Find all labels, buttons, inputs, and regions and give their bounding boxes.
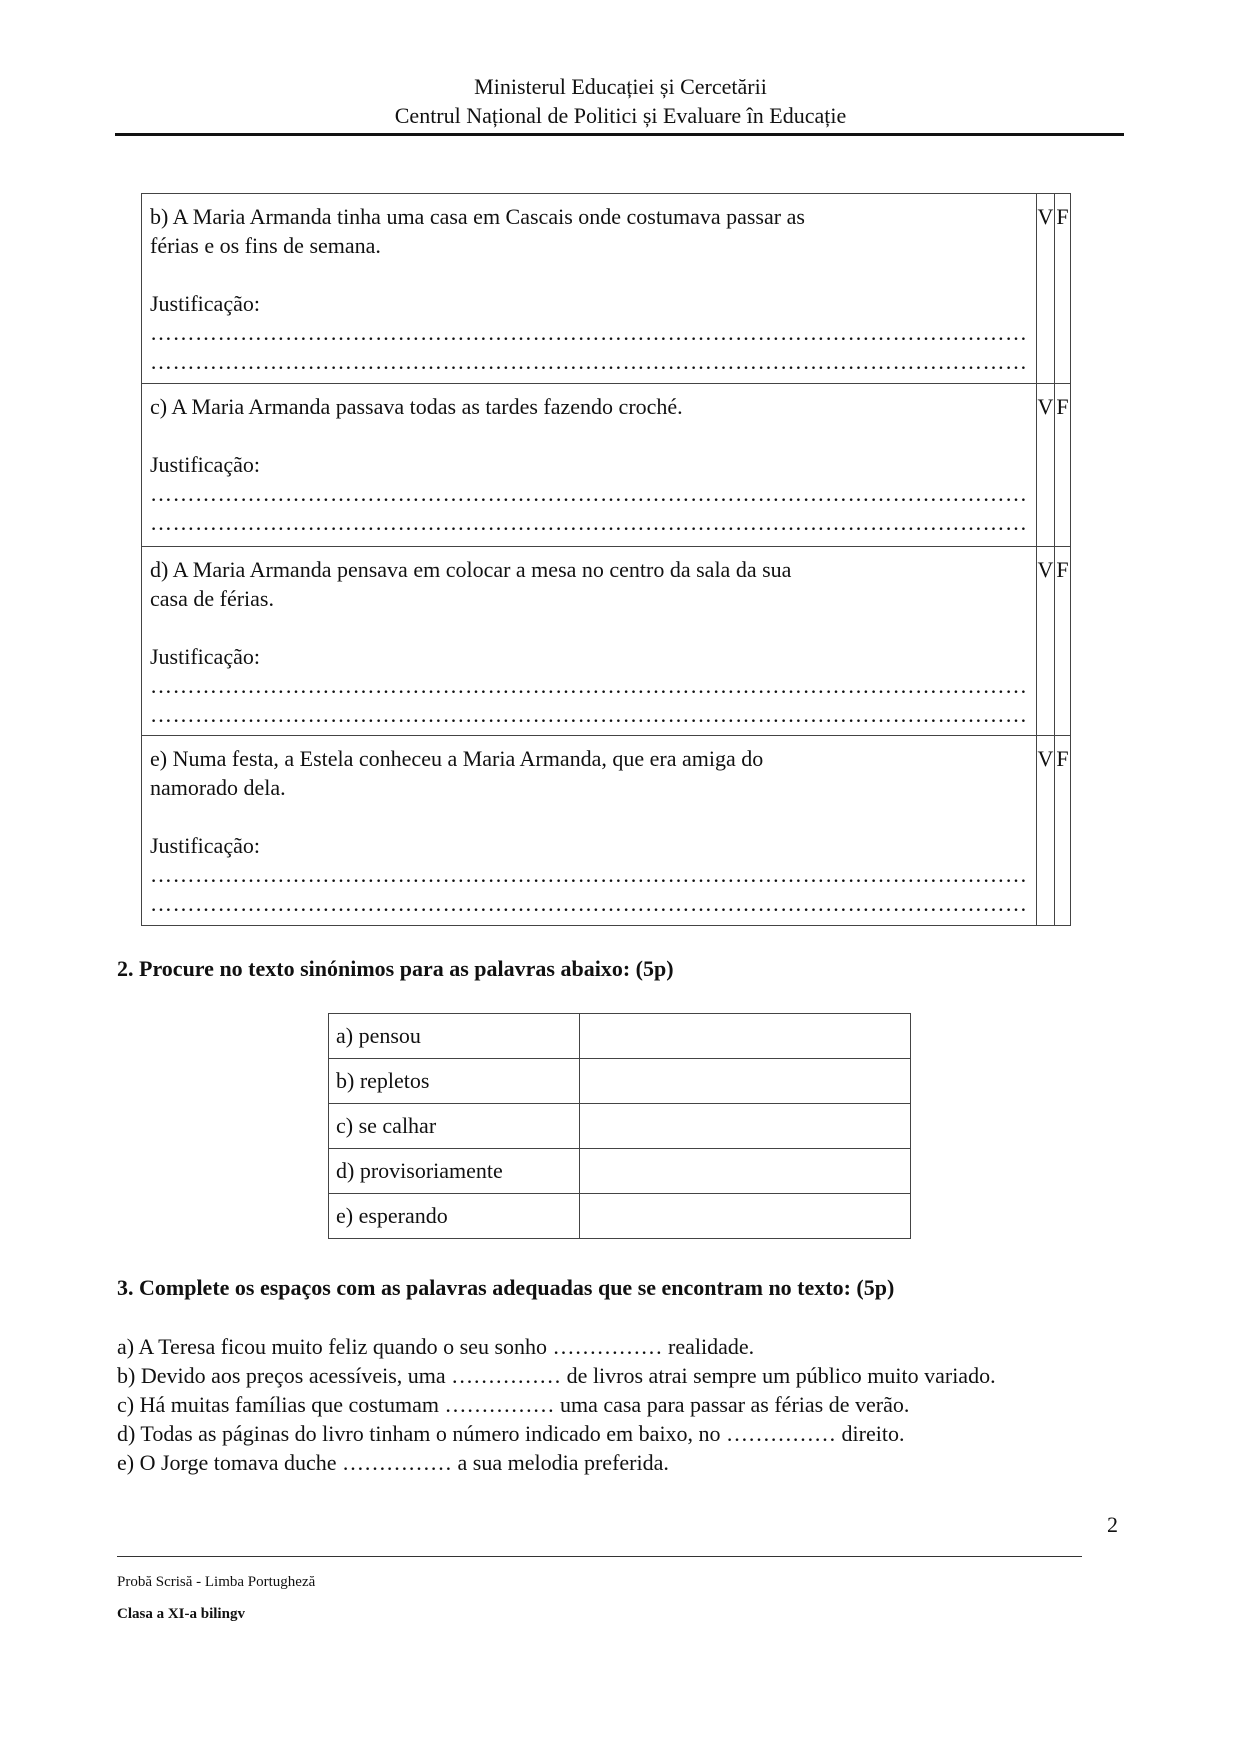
answer-line[interactable]: ……………………………………………………………………………………………………… [150,673,1028,698]
synonym-answer-cell[interactable] [580,1059,911,1104]
justification-label: Justificação: [150,452,260,477]
synonym-word: d) provisoriamente [329,1149,580,1194]
true-option[interactable]: V [1036,736,1055,926]
footer-class: Clasa a XI-a bilingv [117,1606,245,1622]
header-ministry: Ministerul Educației și Cercetării [474,74,767,99]
synonyms-table [328,1013,911,1239]
true-option[interactable]: V [1036,547,1055,736]
true-false-table [141,193,1071,926]
synonym-row [329,1059,911,1104]
answer-line[interactable]: ……………………………………………………………………………………………………… [150,891,1028,916]
false-option[interactable]: F [1055,547,1070,736]
section3-title: 3. Complete os espaços com as palavras adequadas que se encontram no texto: (5p) [117,1275,895,1300]
statement-cell [142,384,1037,547]
fill-sentence[interactable]: c) Há muitas famílias que costumam …………… uma casa para passar as férias de verão. [117,1392,910,1417]
synonym-row [329,1149,911,1194]
footer-rule [117,1556,1082,1557]
statement-text: férias e os fins de semana. [150,233,381,258]
true-option[interactable]: V [1036,194,1055,384]
synonym-word: c) se calhar [329,1104,580,1149]
fill-sentence[interactable]: e) O Jorge tomava duche …………… a sua melodia preferida. [117,1450,669,1475]
fill-sentence[interactable]: a) A Teresa ficou muito feliz quando o seu sonho …………… realidade. [117,1334,755,1359]
synonym-answer-cell[interactable] [580,1104,911,1149]
true-option[interactable]: V [1036,384,1055,547]
fill-in-list [117,1332,996,1477]
tf-row [142,194,1071,384]
answer-line[interactable]: ……………………………………………………………………………………………………… [150,481,1028,506]
statement-text: casa de férias. [150,586,274,611]
fill-sentence[interactable]: d) Todas as páginas do livro tinham o número indicado em baixo, no …………… direito. [117,1421,905,1446]
synonym-row [329,1104,911,1149]
answer-line[interactable]: ……………………………………………………………………………………………………… [150,510,1028,535]
tf-row [142,736,1071,926]
synonym-answer-cell[interactable] [580,1194,911,1239]
answer-line[interactable]: ……………………………………………………………………………………………………… [150,862,1028,887]
page-number: 2 [1107,1512,1118,1537]
false-option[interactable]: F [1055,384,1070,547]
synonym-answer-cell[interactable] [580,1014,911,1059]
false-option[interactable]: F [1055,194,1070,384]
synonym-row [329,1194,911,1239]
statement-text: namorado dela. [150,775,286,800]
synonym-word: e) esperando [329,1194,580,1239]
fill-sentence[interactable]: b) Devido aos preços acessíveis, uma …………… de livros atrai sempre um público muito variado. [117,1363,996,1388]
justification-label: Justificação: [150,291,260,316]
tf-row [142,547,1071,736]
justification-label: Justificação: [150,833,260,858]
statement-cell [142,547,1037,736]
statement-text: d) A Maria Armanda pensava em colocar a mesa no centro da sala da sua [150,557,792,582]
statement-text: e) Numa festa, a Estela conheceu a Maria Armanda, que era amiga do [150,746,764,771]
answer-line[interactable]: ……………………………………………………………………………………………………… [150,702,1028,727]
section2-title: 2. Procure no texto sinónimos para as palavras abaixo: (5p) [117,956,674,981]
statement-text: b) A Maria Armanda tinha uma casa em Cascais onde costumava passar as [150,204,805,229]
false-option[interactable]: F [1055,736,1070,926]
header-rule [115,133,1124,136]
statement-cell [142,194,1037,384]
statement-text: c) A Maria Armanda passava todas as tardes fazendo croché. [150,394,683,419]
synonym-word: a) pensou [329,1014,580,1059]
tf-row [142,384,1071,547]
answer-line[interactable]: ……………………………………………………………………………………………………… [150,320,1028,345]
footer-exam: Probă Scrisă - Limba Portugheză [117,1574,316,1590]
synonym-word: b) repletos [329,1059,580,1104]
header-center: Centrul Național de Politici și Evaluare în Educație [394,103,847,128]
synonym-answer-cell[interactable] [580,1149,911,1194]
answer-line[interactable]: ……………………………………………………………………………………………………… [150,349,1028,374]
synonym-row [329,1014,911,1059]
justification-label: Justificação: [150,644,260,669]
statement-cell [142,736,1037,926]
